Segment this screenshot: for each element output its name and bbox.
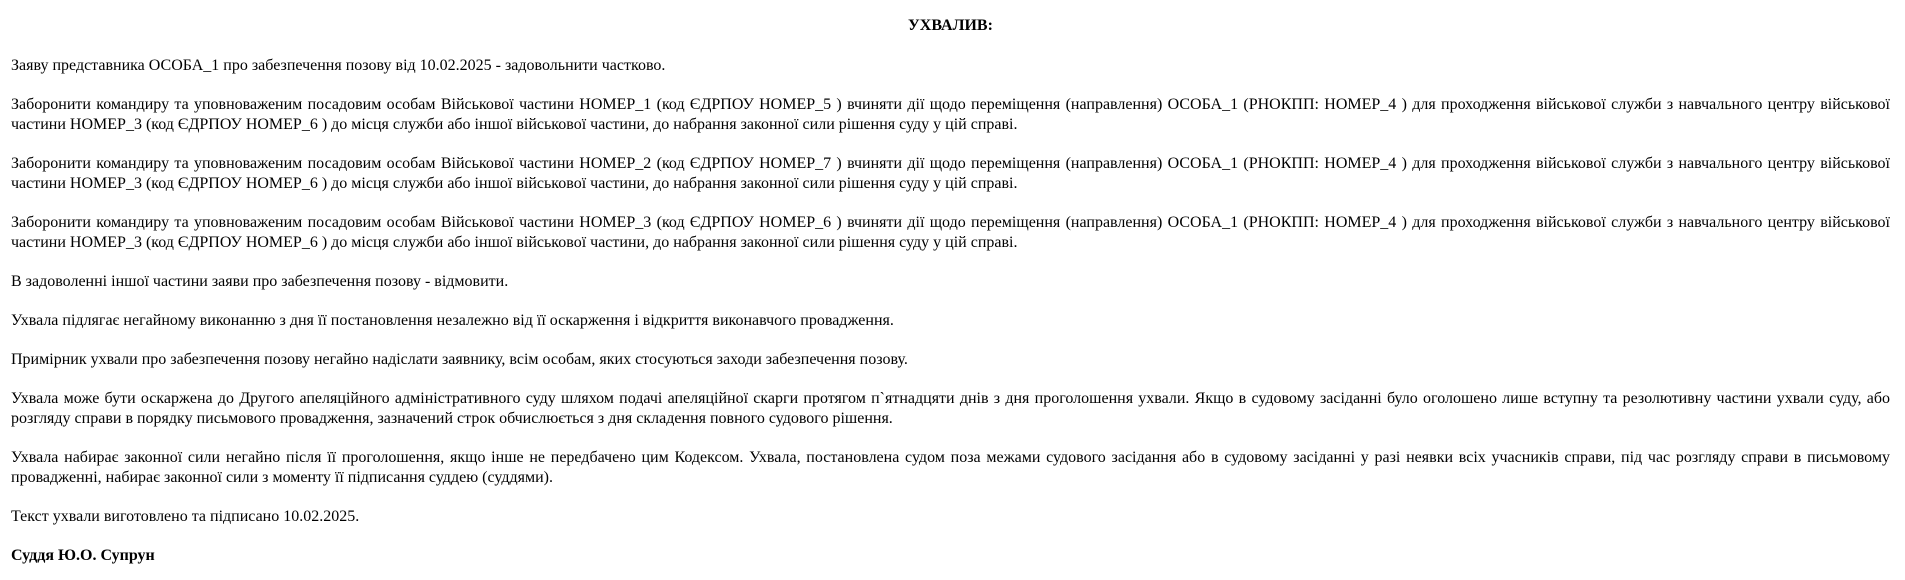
paragraph-legal-force: Ухвала набирає законної сили негайно після її проголошення, якщо інше не передбачено цим Кодексом. Ухвала, постановлена судом поза межами судового засідання або в судовому засіданні у разі неявки всіх учасників справи, під час розгляду справи в письмовому провадженні, набирає законної сили з моменту її підписання суддею (суддями). xyxy=(11,449,1890,486)
judge-signature: Суддя Ю.О. Супрун xyxy=(11,547,155,564)
resolution-heading: УХВАЛИВ: xyxy=(908,17,993,34)
paragraph-prohibition-unit-1: Заборонити командиру та уповноваженим посадовим особам Військової частини НОМЕР_1 (код ЄДРПОУ НОМЕР_5 ) вчиняти дії щодо переміщення (направлення) ОСОБА_1 (РНОКПП: НОМЕР_4 ) для проходження військової служби з навчального центру військової частини НОМЕР_3 (код ЄДРПОУ НОМЕР_6 ) до місця служби або іншої військової частини, до набрання законної сили рішення суду у цій справі. xyxy=(11,96,1890,133)
paragraph-prohibition-unit-2: Заборонити командиру та уповноваженим посадовим особам Військової частини НОМЕР_2 (код ЄДРПОУ НОМЕР_7 ) вчиняти дії щодо переміщення (направлення) ОСОБА_1 (РНОКПП: НОМЕР_4 ) для проходження військової служби з навчального центру військової частини НОМЕР_3 (код ЄДРПОУ НОМЕР_6 ) до місця служби або іншої військової частини, до набрання законної сили рішення суду у цій справі. xyxy=(11,155,1890,192)
paragraph-refusal: В задоволенні іншої частини заяви про забезпечення позову - відмовити. xyxy=(11,273,509,290)
paragraph-signing-date: Текст ухвали виготовлено та підписано 10.02.2025. xyxy=(11,508,360,525)
paragraph-immediate-execution: Ухвала підлягає негайному виконанню з дня її постановлення незалежно від її оскарження і відкриття виконавчого провадження. xyxy=(11,312,894,329)
paragraph-copy-sending: Примірник ухвали про забезпечення позову негайно надіслати заявнику, всім особам, яких стосуються заходи забезпечення позову. xyxy=(11,351,908,368)
paragraph-partial-satisfaction: Заяву представника ОСОБА_1 про забезпечення позову від 10.02.2025 - задовольнити частково. xyxy=(11,57,666,74)
paragraph-prohibition-unit-3: Заборонити командиру та уповноваженим посадовим особам Військової частини НОМЕР_3 (код ЄДРПОУ НОМЕР_6 ) вчиняти дії щодо переміщення (направлення) ОСОБА_1 (РНОКПП: НОМЕР_4 ) для проходження військової служби з навчального центру військової частини НОМЕР_3 (код ЄДРПОУ НОМЕР_6 ) до місця служби або іншої військової частини, до набрання законної сили рішення суду у цій справі. xyxy=(11,214,1890,251)
paragraph-appeal: Ухвала може бути оскаржена до Другого апеляційного адміністративного суду шляхом подачі апеляційної скарги протягом п`ятнадцяти днів з дня проголошення ухвали. Якщо в судовому засіданні було оголошено лише вступну та резолютивну частини ухвали суду, або розгляду справи в порядку письмового провадження, зазначений строк обчислюється з дня складення повного судового рішення. xyxy=(11,390,1890,427)
